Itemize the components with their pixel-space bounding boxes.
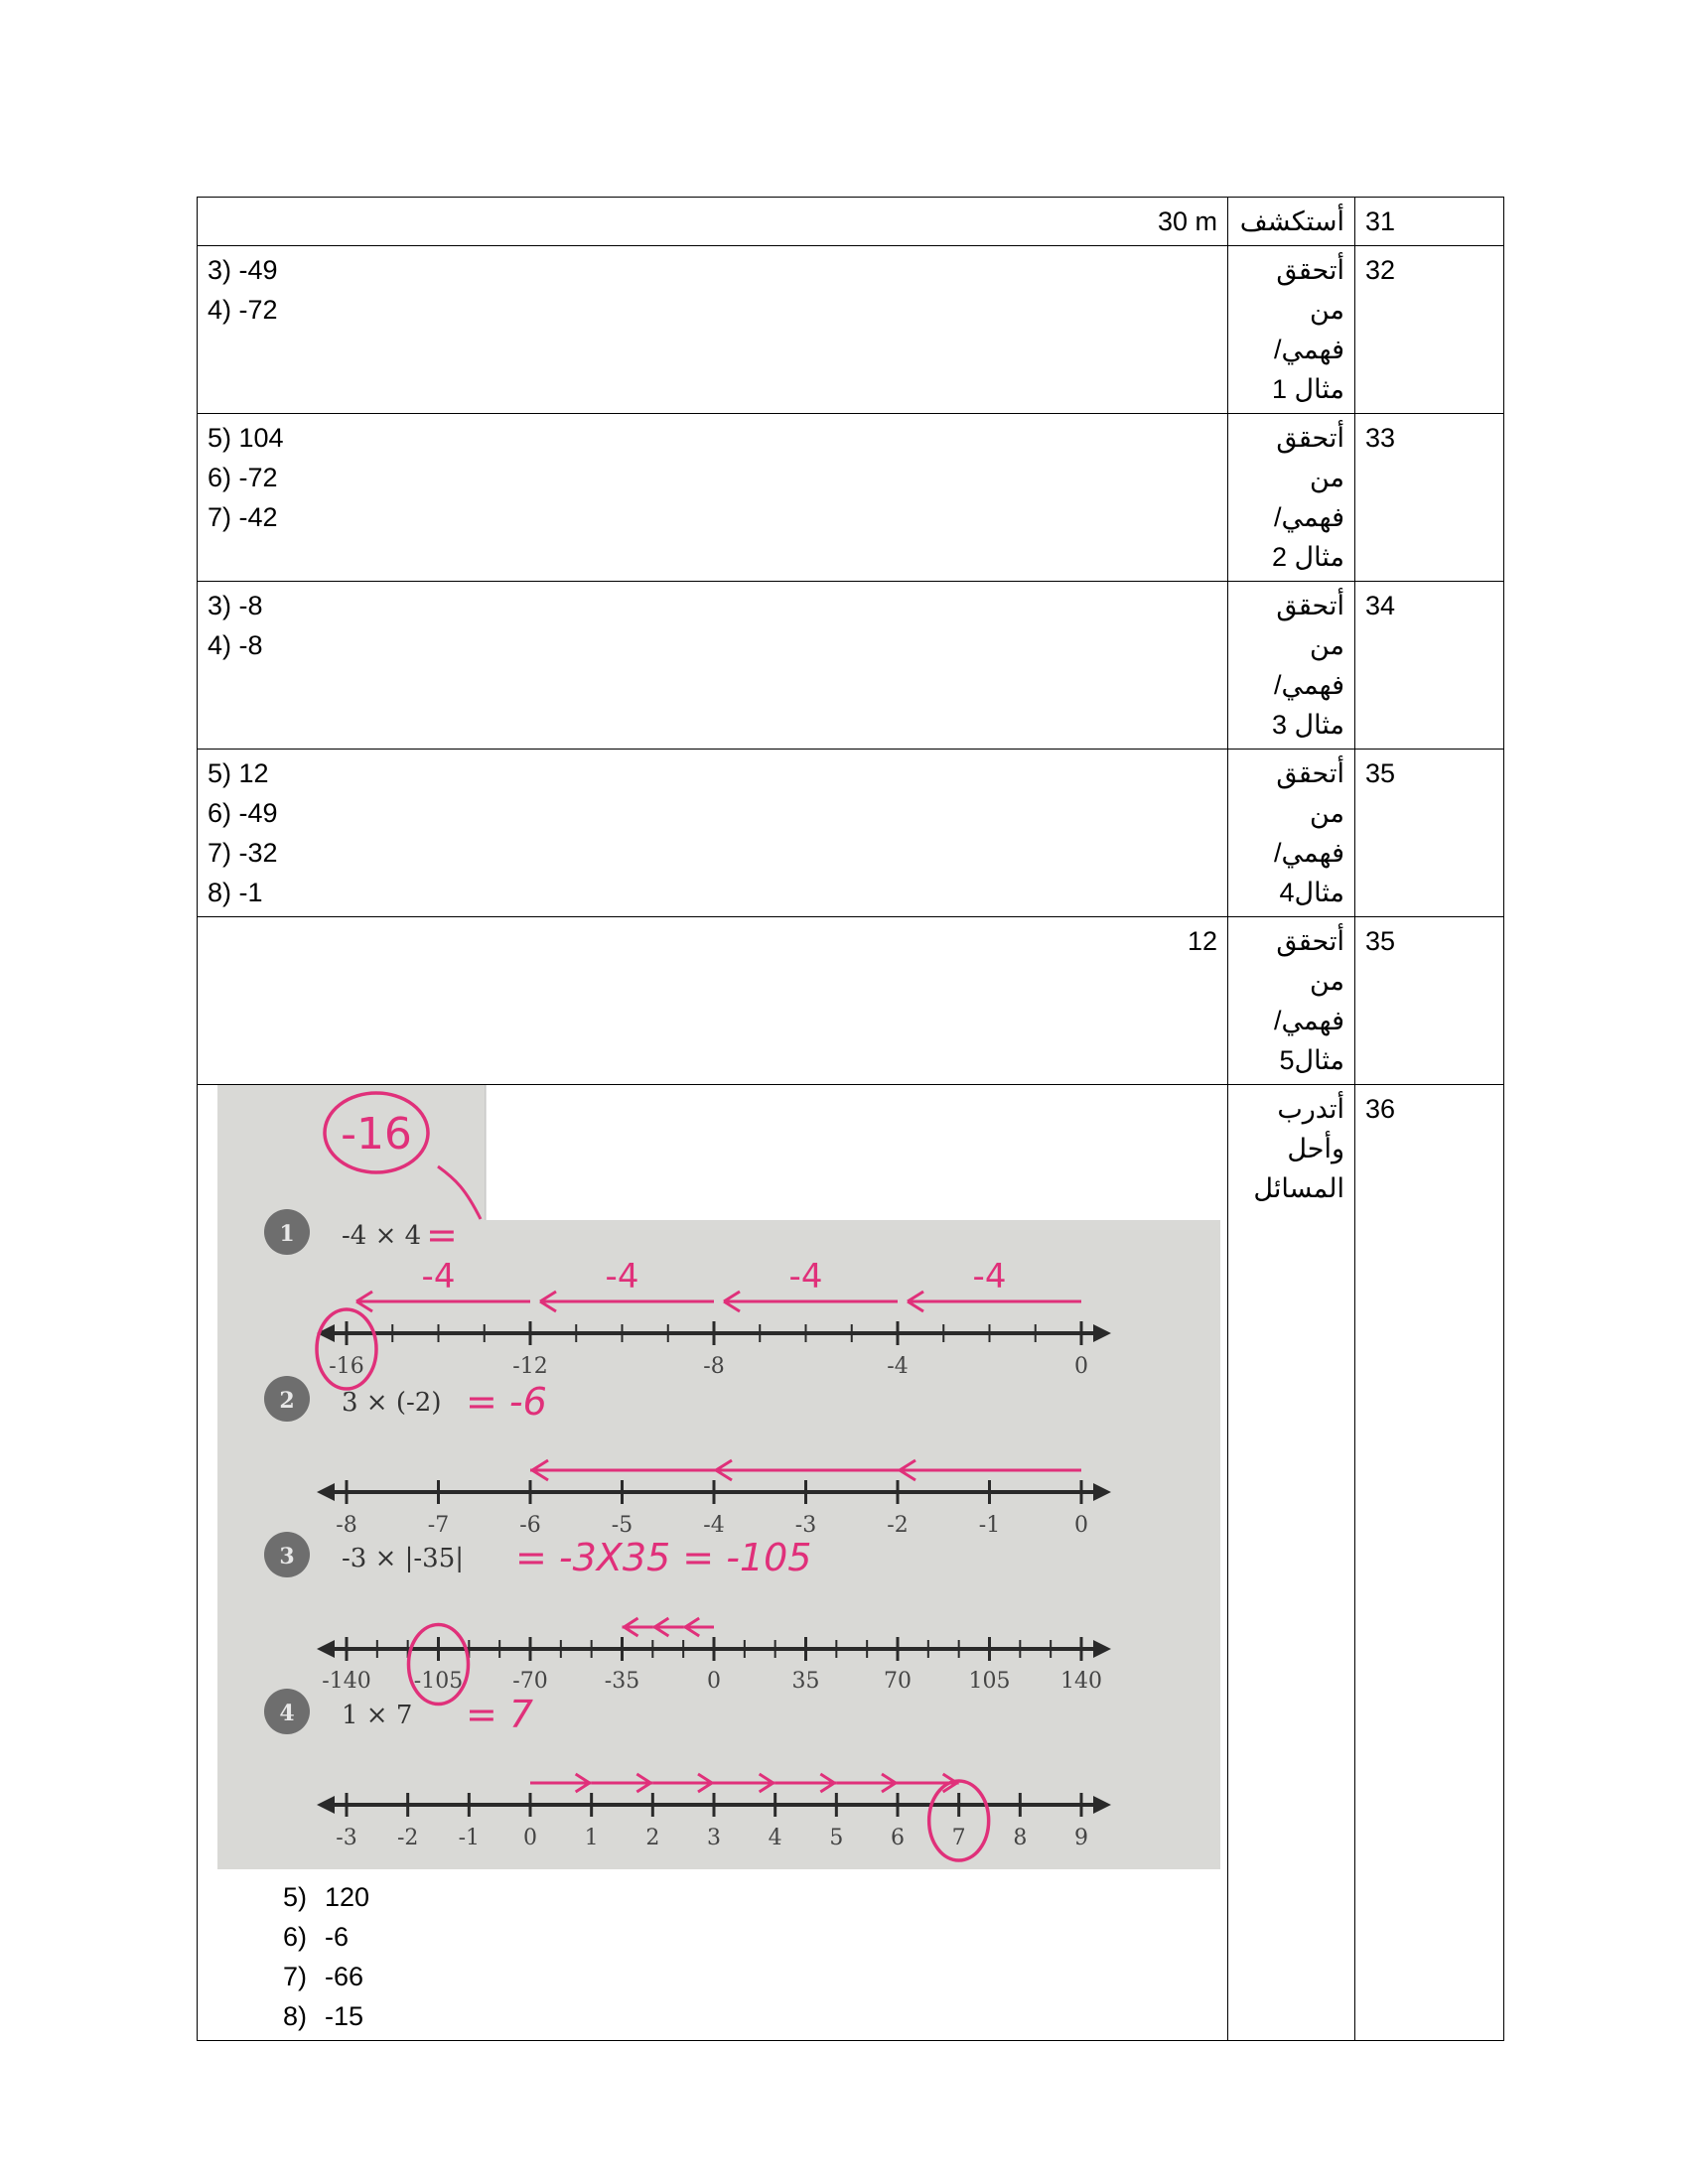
- lesson-label: [1228, 198, 1355, 246]
- tick-label: -70: [512, 1669, 548, 1694]
- tick-label: -8: [703, 1354, 725, 1379]
- lesson-line: المسائل: [1253, 1173, 1344, 1203]
- row-number: 35: [1355, 917, 1504, 1085]
- lesson-line: أتحقق: [1276, 255, 1344, 285]
- lesson-line: فهمي/: [1274, 838, 1344, 868]
- row-number: 34: [1355, 582, 1504, 750]
- answer-line: 7) -32: [208, 838, 278, 868]
- answer-line: 5) 104: [208, 423, 284, 453]
- answer-line: 5) 12: [208, 758, 269, 788]
- lesson-line: أتدرب: [1277, 1094, 1344, 1124]
- list-item: [257, 1877, 1217, 1917]
- answers-cell: [198, 917, 1228, 1085]
- item-value: -66: [325, 1962, 364, 1991]
- handwritten-work: = 7: [466, 1693, 534, 1736]
- lesson-label: [1228, 582, 1355, 750]
- table-row: [198, 198, 1504, 246]
- tick-label: 7: [951, 1826, 966, 1850]
- lesson-line: أتحقق: [1276, 591, 1344, 620]
- lesson-line: مثال 3: [1272, 710, 1344, 740]
- lesson-line: من: [1309, 630, 1344, 660]
- lesson-line: من: [1309, 463, 1344, 492]
- item-value: 120: [325, 1882, 370, 1912]
- answer-line: 3) -49: [208, 255, 278, 285]
- tick-label: 6: [891, 1826, 905, 1850]
- item-number: 8): [282, 2001, 307, 2031]
- row-number: 31: [1355, 198, 1504, 246]
- tick-label: -1: [978, 1513, 1001, 1538]
- tick-label: -35: [604, 1669, 640, 1694]
- table-row: [198, 414, 1504, 582]
- lesson-line: مثال 2: [1272, 542, 1344, 572]
- answer-line: 8) -1: [208, 878, 263, 907]
- hop-label: -4: [605, 1257, 639, 1297]
- worksheet-photo-svg: [217, 1085, 1220, 1869]
- answer-table: [197, 197, 1504, 2041]
- lesson-line: مثال4: [1279, 878, 1344, 907]
- hop-label: -4: [421, 1257, 456, 1297]
- printed-expression: 1 × 7: [342, 1701, 413, 1730]
- item-value: -6: [325, 1922, 350, 1952]
- tick-label: -105: [413, 1669, 464, 1694]
- table-row: [198, 917, 1504, 1085]
- tick-label: 8: [1013, 1826, 1028, 1850]
- tick-label: -5: [611, 1513, 633, 1538]
- lesson-line: أستكشف: [1239, 206, 1344, 236]
- tick-label: 105: [968, 1669, 1011, 1694]
- tick-label: 2: [645, 1826, 660, 1850]
- answer-line: 12: [1187, 926, 1217, 956]
- answer-line: 4) -72: [208, 295, 278, 325]
- tick-label: -140: [322, 1669, 371, 1694]
- lesson-line: فهمي/: [1274, 670, 1344, 700]
- tick-label: -6: [519, 1513, 541, 1538]
- item-value: -15: [325, 2001, 364, 2031]
- badge-number: 4: [279, 1701, 295, 1726]
- answers-cell: [198, 1085, 1228, 2041]
- tick-label: 9: [1074, 1826, 1088, 1850]
- tick-label: -16: [329, 1354, 364, 1379]
- tick-label: 0: [1074, 1354, 1088, 1379]
- answers-cell: [198, 414, 1228, 582]
- tick-label: 3: [707, 1826, 721, 1850]
- answers-cell: [198, 582, 1228, 750]
- lesson-line: فهمي/: [1274, 335, 1344, 364]
- lesson-label: [1228, 1085, 1355, 2041]
- lesson-label: [1228, 246, 1355, 414]
- tick-label: -4: [703, 1513, 725, 1538]
- tick-label: 5: [829, 1826, 844, 1850]
- row-number: 33: [1355, 414, 1504, 582]
- lesson-line: مثال5: [1279, 1045, 1344, 1075]
- lesson-line: وأحل: [1287, 1134, 1344, 1163]
- handwritten-work: = -6: [466, 1380, 547, 1424]
- badge-number: 3: [279, 1544, 295, 1570]
- tick-label: -1: [458, 1826, 481, 1850]
- tick-label: -12: [512, 1354, 548, 1379]
- answers-cell: [198, 246, 1228, 414]
- printed-expression: -3 × |-35|: [342, 1544, 465, 1573]
- row-number: 36: [1355, 1085, 1504, 2041]
- handwritten-work: =: [426, 1213, 458, 1257]
- answer-line: 30 m: [1157, 206, 1217, 236]
- lesson-label: [1228, 750, 1355, 917]
- lesson-line: أتحقق: [1276, 758, 1344, 788]
- tick-label: 1: [584, 1826, 599, 1850]
- table-row: [198, 246, 1504, 414]
- printed-expression: -4 × 4: [342, 1221, 422, 1251]
- lesson-line: مثال 1: [1272, 374, 1344, 404]
- tick-label: -8: [336, 1513, 357, 1538]
- answers-cell: [198, 198, 1228, 246]
- tick-label: 4: [768, 1826, 782, 1850]
- row-number: 32: [1355, 246, 1504, 414]
- photo-paper: [217, 1085, 1220, 1869]
- printed-expression: 3 × (-2): [342, 1388, 442, 1418]
- lesson-line: من: [1309, 295, 1344, 325]
- tick-label: -4: [887, 1354, 909, 1379]
- lesson-label: [1228, 917, 1355, 1085]
- list-item: [257, 1957, 1217, 1996]
- answer-line: 3) -8: [208, 591, 263, 620]
- answer-line: 4) -8: [208, 630, 263, 660]
- row-number: 35: [1355, 750, 1504, 917]
- list-item: [257, 1996, 1217, 2036]
- item-number: 6): [282, 1922, 307, 1952]
- lesson-line: من: [1309, 966, 1344, 996]
- handwritten-work: = -3X35 = -105: [515, 1536, 812, 1579]
- tick-label: -3: [336, 1826, 357, 1850]
- tick-label: -3: [794, 1513, 817, 1538]
- tick-label: -2: [396, 1826, 419, 1850]
- tick-label: 0: [523, 1826, 537, 1850]
- tick-label: -7: [427, 1513, 450, 1538]
- item-number: 5): [282, 1882, 307, 1912]
- lesson-line: فهمي/: [1274, 1006, 1344, 1035]
- lesson-label: [1228, 414, 1355, 582]
- worksheet-photo: [217, 1085, 1220, 1869]
- answer-line: 7) -42: [208, 502, 278, 532]
- table-row: [198, 582, 1504, 750]
- lesson-line: أتحقق: [1276, 423, 1344, 453]
- answer-line: 6) -72: [208, 463, 278, 492]
- badge-number: 1: [279, 1221, 295, 1247]
- lesson-line: فهمي/: [1274, 502, 1344, 532]
- answers-cell: [198, 750, 1228, 917]
- answer-line: 6) -49: [208, 798, 278, 828]
- list-item: [257, 1917, 1217, 1957]
- tick-label: 70: [884, 1669, 912, 1694]
- lesson-line: أتحقق: [1276, 926, 1344, 956]
- handwritten-answer: -16: [341, 1109, 412, 1160]
- answer-list: [208, 1877, 1217, 2036]
- hop-label: -4: [788, 1257, 823, 1297]
- tick-label: 140: [1060, 1669, 1102, 1694]
- item-number: 7): [282, 1962, 307, 1991]
- tick-label: 35: [791, 1669, 820, 1694]
- tick-label: -2: [887, 1513, 909, 1538]
- tick-label: 0: [1074, 1513, 1088, 1538]
- tick-label: 0: [707, 1669, 721, 1694]
- table-row: [198, 750, 1504, 917]
- table-row: [198, 1085, 1504, 2041]
- lesson-line: من: [1309, 798, 1344, 828]
- hop-label: -4: [972, 1257, 1007, 1297]
- badge-number: 2: [279, 1388, 295, 1414]
